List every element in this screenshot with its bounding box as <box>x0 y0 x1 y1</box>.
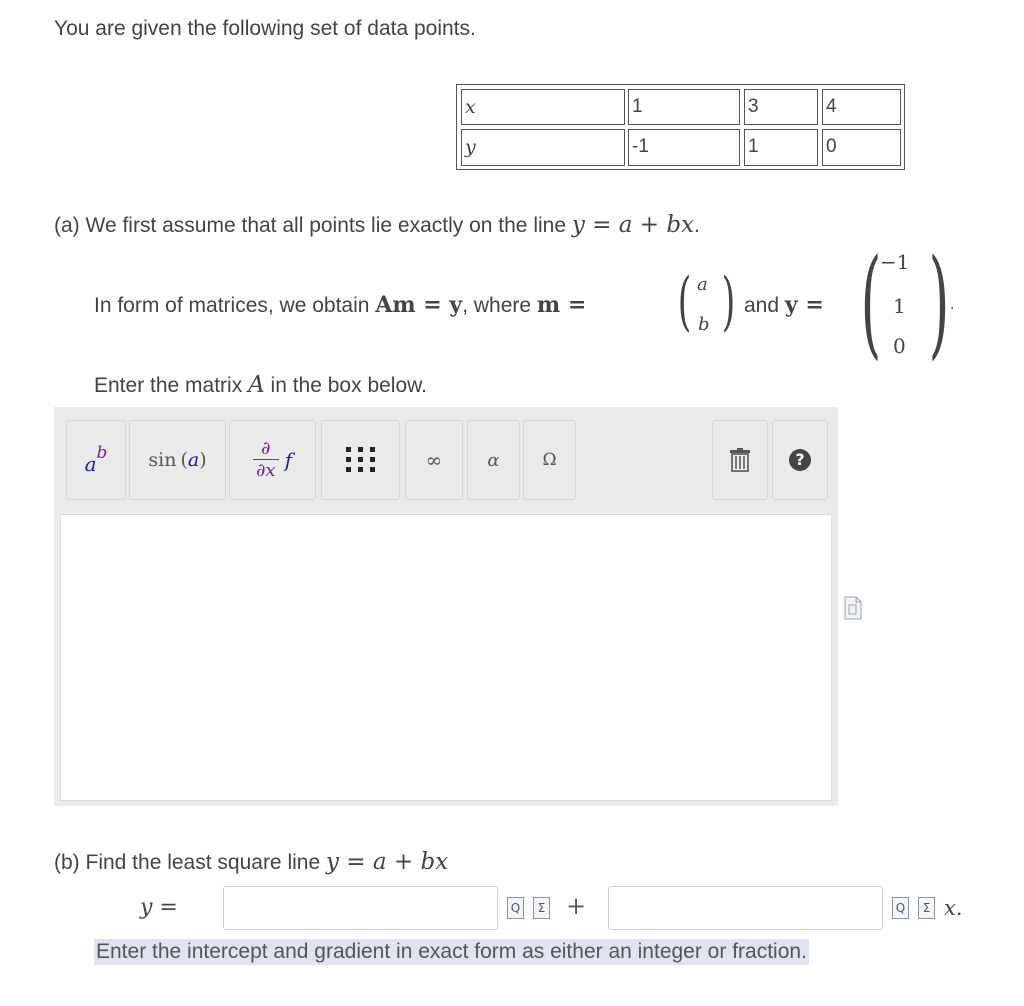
m-left-paren: ( <box>677 265 692 339</box>
plus-sign: + <box>566 892 587 920</box>
y-entry-2: 1 <box>893 294 906 318</box>
enter-matrix-instruction: Enter the matrix A in the box below. <box>94 372 427 398</box>
y-equals-label: y = <box>140 895 178 920</box>
help-icon: ? <box>789 449 811 471</box>
table-cell-x2: 3 <box>744 89 818 125</box>
omega-button[interactable]: Ω <box>523 420 576 500</box>
table-cell-y1: -1 <box>628 129 740 166</box>
y-entry-1: −1 <box>880 250 910 274</box>
preview-icon-2[interactable]: Q <box>892 897 909 919</box>
part-b-heading: (b) Find the least square line y = a + bx <box>54 849 449 875</box>
and-text: and y = <box>744 292 824 318</box>
m-entry-a: a <box>697 274 708 295</box>
y-entry-3: 0 <box>893 334 906 358</box>
hint-text: Enter the intercept and gradient in exact form as either an integer or fraction. <box>96 940 807 963</box>
m-entry-b: b <box>698 314 710 335</box>
matrix-grid-button[interactable] <box>321 420 400 500</box>
data-table <box>456 84 905 170</box>
part-a-heading: (a) We first assume that all points lie exactly on the line y = a + bx. <box>54 212 700 238</box>
help-button[interactable] <box>772 420 828 500</box>
table-cell-x3: 4 <box>822 89 901 125</box>
y-label: y = <box>784 292 824 318</box>
matrix-var: A <box>248 372 265 398</box>
document-icon[interactable] <box>844 596 862 620</box>
x-suffix: x. <box>944 896 963 920</box>
superscript-button[interactable]: a b <box>66 420 126 500</box>
sin-function-button[interactable]: sin ( a ) <box>129 420 226 500</box>
trash-icon <box>729 448 751 472</box>
table-cell-y2: 1 <box>744 129 818 166</box>
sigma-icon-2[interactable]: Σ <box>918 897 935 919</box>
sigma-icon[interactable]: Σ <box>533 897 550 919</box>
table-cell-y3: 0 <box>822 129 901 166</box>
m-right-paren: ) <box>721 265 736 339</box>
table-header-y: y <box>461 129 625 166</box>
least-square-equation: y = a + bx <box>325 849 449 875</box>
table-header-x: x <box>461 89 625 125</box>
table-cell-x1: 1 <box>628 89 740 125</box>
derivative-button[interactable]: ∂ ∂x f <box>229 420 316 500</box>
math-editor <box>54 407 838 806</box>
line-equation: y = a + bx <box>571 212 695 238</box>
y-right-paren: ) <box>928 233 950 371</box>
grid-icon <box>345 446 377 474</box>
infinity-button[interactable]: ∞ <box>405 420 463 500</box>
matrix-equation: Am = y <box>375 292 463 318</box>
vector-period: . <box>950 296 955 313</box>
gradient-input[interactable] <box>608 886 883 930</box>
matrix-sentence: In form of matrices, we obtain Am = y, where m = <box>94 292 587 318</box>
clear-button[interactable] <box>712 420 768 500</box>
m-label: m = <box>536 292 587 318</box>
intro-text: You are given the following set of data points. <box>54 17 476 40</box>
preview-icon[interactable]: Q <box>507 897 524 919</box>
y-left-paren: ( <box>860 233 882 371</box>
matrix-input-area[interactable] <box>60 514 832 801</box>
alpha-button[interactable]: α <box>467 420 520 500</box>
intercept-input[interactable] <box>223 886 498 930</box>
